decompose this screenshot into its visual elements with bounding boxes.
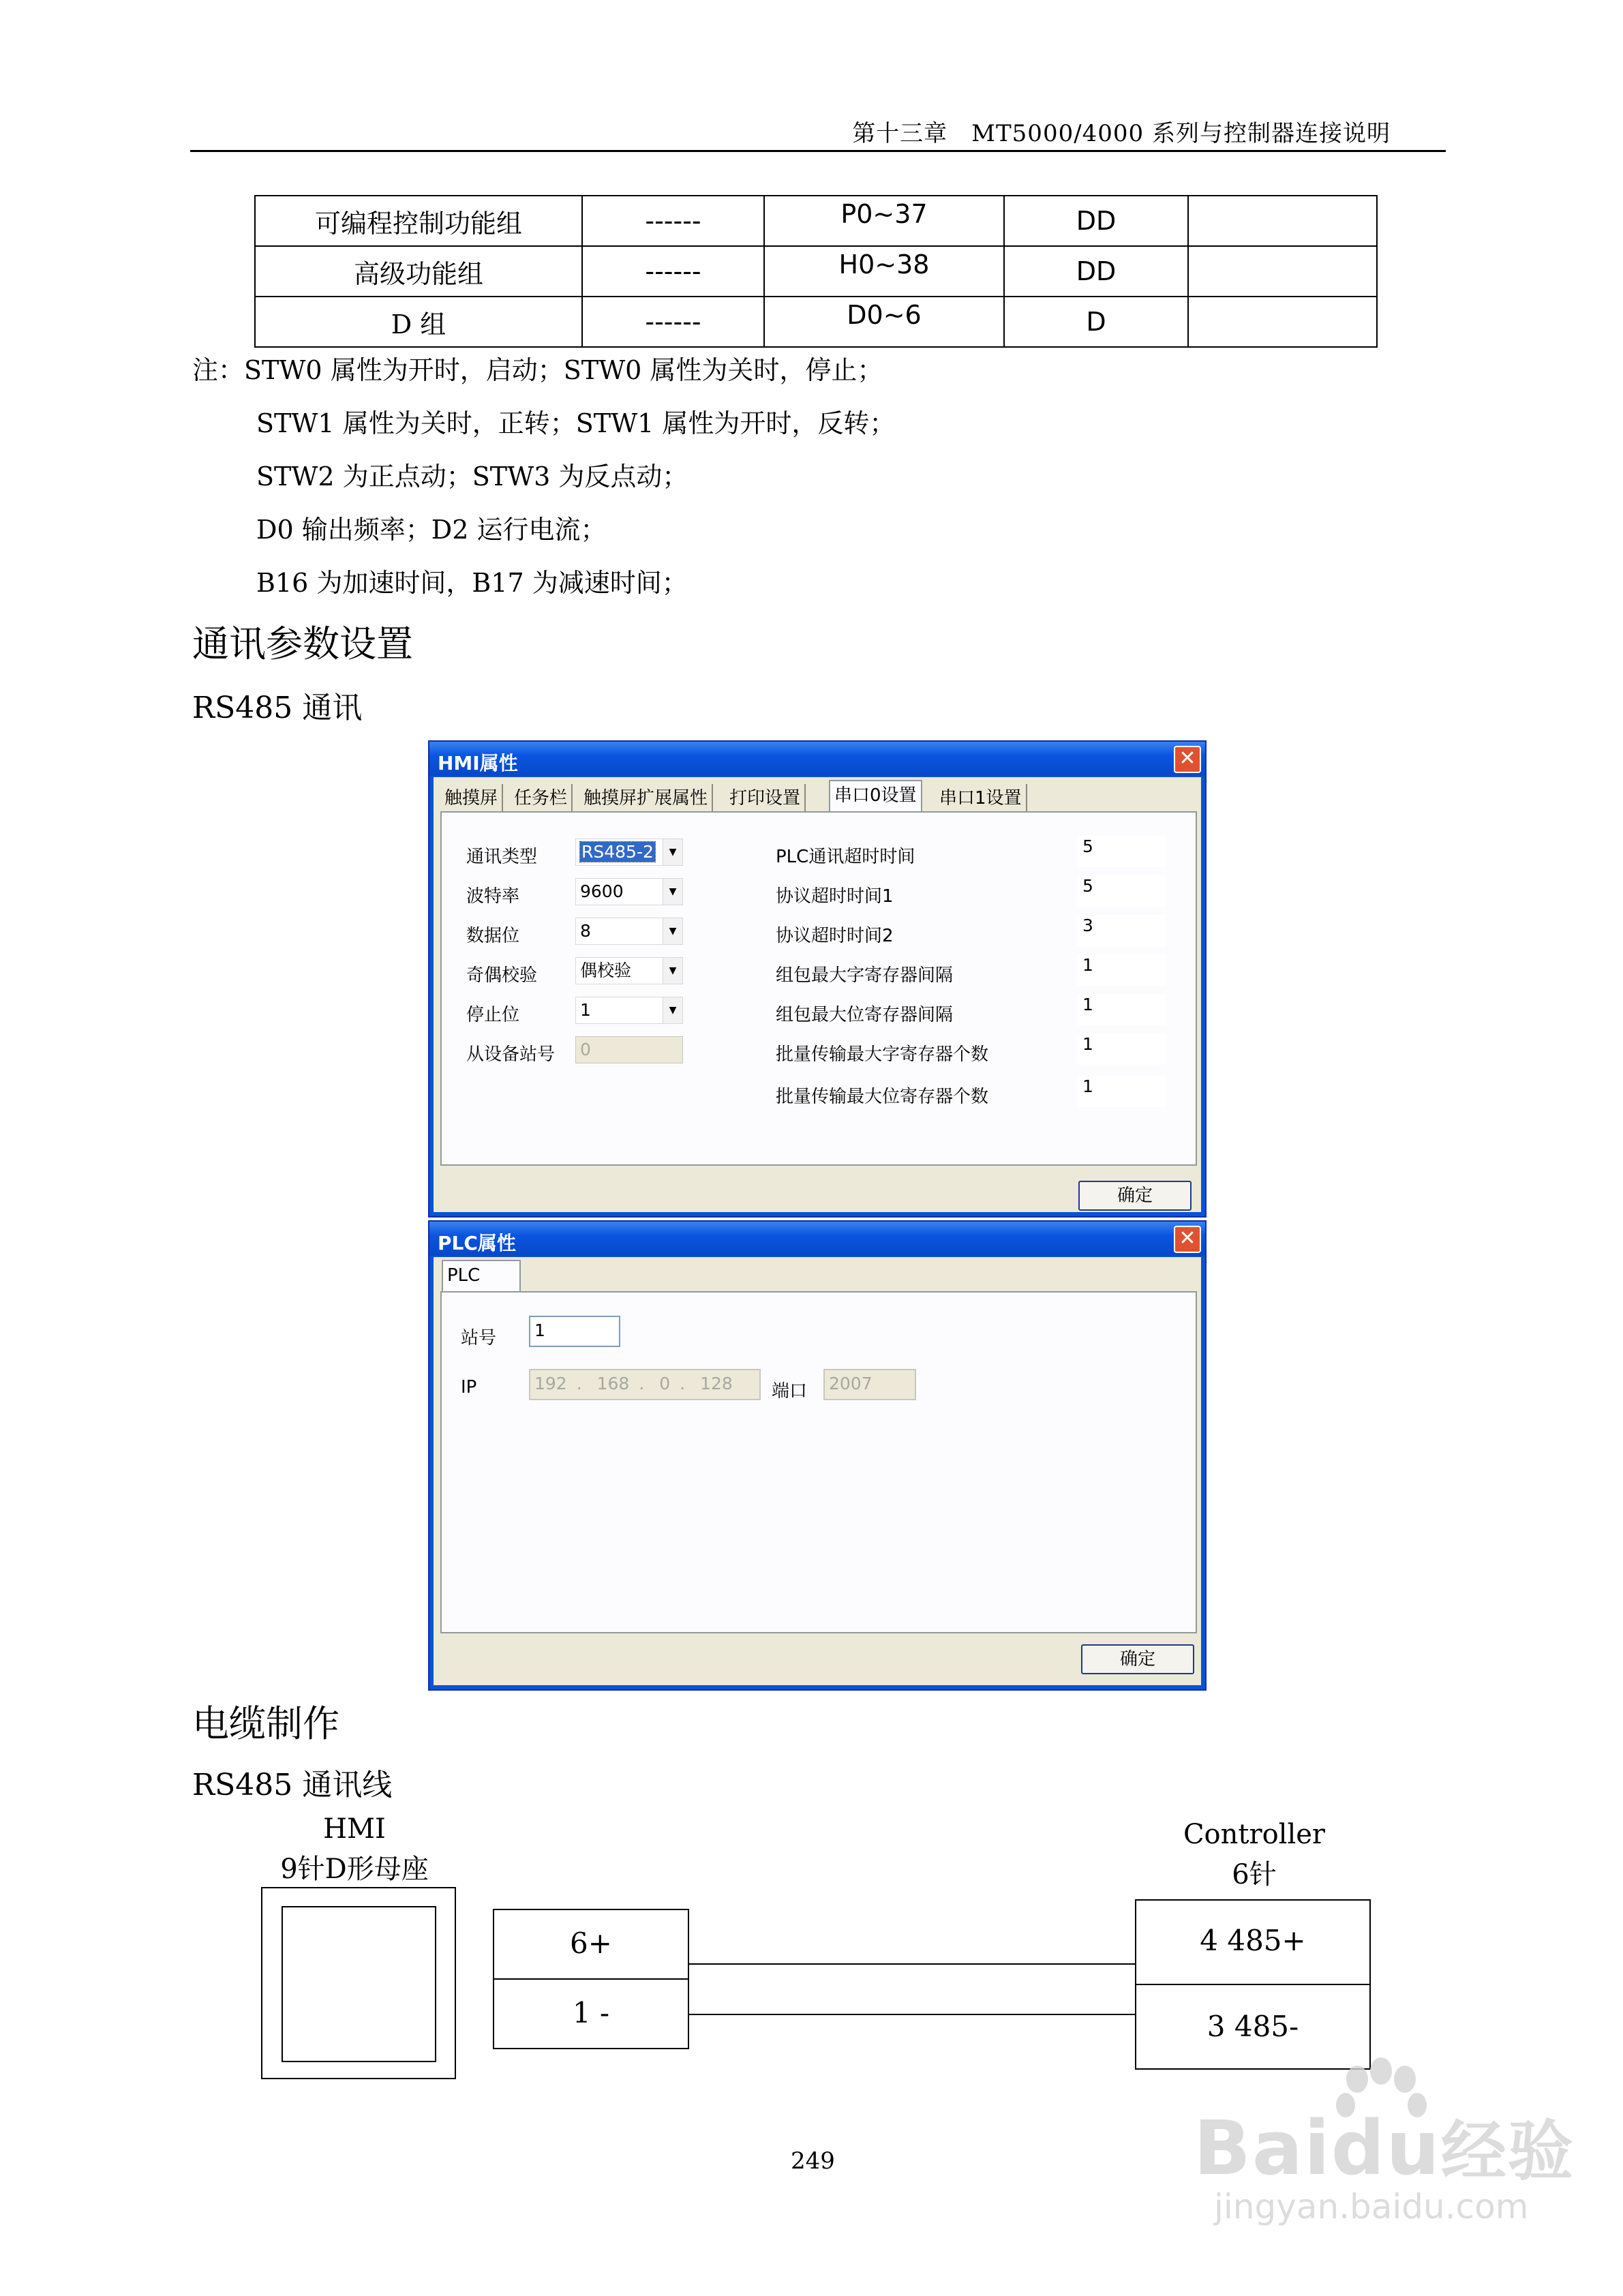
page-number: 249 — [791, 2147, 835, 2175]
note-line: D0 输出频率；D2 运行电流； — [256, 515, 607, 545]
select-value: 8 — [580, 921, 591, 941]
header-rule — [190, 150, 1446, 152]
dialog-titlebar — [429, 1222, 1205, 1256]
table-cell: D — [1004, 297, 1188, 347]
ip-octet: 192 — [534, 1374, 567, 1393]
port-field: 2007 — [823, 1369, 916, 1400]
batch-max-bit-count-input[interactable]: 1 — [1077, 1076, 1166, 1107]
dialog-titlebar — [429, 742, 1205, 776]
table-cell: D 组 — [255, 297, 582, 347]
chevron-down-icon[interactable]: ▼ — [663, 879, 682, 905]
batch-max-word-count-input[interactable]: 1 — [1077, 1033, 1166, 1065]
table-cell: ------ — [582, 297, 764, 347]
ip-address-field: 192 . 168 . 0 . 128 — [529, 1369, 761, 1400]
ip-octet: 128 — [700, 1374, 733, 1393]
field-label: 通讯类型 — [466, 847, 538, 867]
table-cell: ------ — [582, 246, 764, 297]
baud-rate-select[interactable] — [575, 878, 683, 905]
tab-touchscreen-extended[interactable]: 触摸屏扩展属性 — [579, 784, 713, 813]
tab-serial0-settings[interactable]: 串口0设置 — [829, 780, 922, 813]
comm-type-select[interactable] — [575, 839, 683, 866]
hmi-pin-label: 1 - — [572, 1996, 610, 2029]
field-label: 从设备站号 — [466, 1044, 556, 1065]
tab-plc[interactable]: PLC — [442, 1260, 521, 1293]
wire-485-plus — [689, 1963, 1135, 1965]
hmi-properties-dialog — [428, 740, 1207, 1218]
select-value: 9600 — [580, 881, 624, 901]
table-cell: 高级功能组 — [255, 246, 582, 297]
section-heading: 通讯参数设置 — [192, 622, 413, 665]
protocol-timeout1-input[interactable]: 5 — [1077, 875, 1166, 907]
chevron-down-icon[interactable]: ▼ — [663, 918, 682, 944]
hmi-connector-inner — [282, 1906, 436, 2062]
tab-touchscreen[interactable]: 触摸屏 — [440, 784, 503, 813]
table-row — [255, 246, 1377, 297]
table-cell: D0~6 — [764, 297, 1004, 347]
data-bits-select[interactable] — [575, 918, 683, 945]
select-value: 1 — [580, 1000, 591, 1020]
field-label: 组包最大字寄存器间隔 — [776, 965, 954, 986]
field-label: IP — [461, 1377, 477, 1398]
pin-divider — [493, 1978, 689, 1980]
close-button[interactable]: ✕ — [1174, 746, 1201, 773]
tab-print-settings[interactable]: 打印设置 — [725, 784, 806, 813]
baidu-jingyan-watermark — [1187, 2052, 1575, 2229]
field-label: 停止位 — [466, 1005, 520, 1025]
ok-button[interactable]: 确定 — [1078, 1181, 1192, 1211]
field-label: PLC通讯超时时间 — [776, 847, 915, 867]
field-label: 组包最大位寄存器间隔 — [776, 1005, 954, 1025]
note-line: STW1 属性为关时，正转；STW1 属性为开时，反转； — [256, 408, 896, 438]
register-table — [254, 195, 1378, 348]
note-line: STW2 为正点动；STW3 为反点动； — [256, 462, 688, 492]
parity-select[interactable] — [575, 957, 683, 984]
stop-bits-select[interactable] — [575, 997, 683, 1024]
table-cell — [1188, 246, 1377, 297]
table-cell: 可编程控制功能组 — [255, 196, 582, 246]
field-label: 波特率 — [466, 886, 520, 907]
field-label: 批量传输最大字寄存器个数 — [776, 1044, 989, 1065]
dialog-title: PLC属性 — [438, 1232, 516, 1254]
protocol-timeout2-input[interactable]: 3 — [1077, 915, 1166, 946]
field-label: 奇偶校验 — [466, 965, 538, 986]
table-cell: H0~38 — [764, 246, 1004, 297]
dialog-client-area — [434, 777, 1201, 1212]
table-row — [255, 196, 1377, 246]
field-label: 数据位 — [466, 926, 520, 946]
select-value: RS485-2 — [581, 842, 654, 862]
page-header-title: 第十三章 MT5000/4000 系列与控制器连接说明 — [852, 120, 1391, 147]
ip-octet: 168 — [596, 1374, 630, 1393]
station-number-input[interactable]: 1 — [529, 1316, 620, 1347]
hmi-label: HMI — [323, 1813, 386, 1845]
pin-divider — [1135, 1984, 1371, 1985]
select-value: 偶校验 — [580, 961, 632, 980]
chevron-down-icon[interactable]: ▼ — [663, 839, 682, 865]
table-cell — [1188, 297, 1377, 347]
section-heading: 电缆制作 — [192, 1702, 339, 1745]
watermark-brand2: du — [1331, 2104, 1441, 2192]
field-label: 协议超时时间1 — [776, 886, 894, 907]
dialog-title: HMI属性 — [438, 752, 518, 774]
table-cell — [1188, 196, 1377, 246]
section-subheading: RS485 通讯 — [192, 691, 363, 725]
field-label: 站号 — [461, 1328, 497, 1348]
note-line: 注：STW0 属性为开时，启动；STW0 属性为关时，停止； — [192, 355, 883, 385]
watermark-cn: 经验 — [1440, 2113, 1575, 2190]
plc-properties-dialog — [428, 1220, 1207, 1691]
table-cell: ------ — [582, 196, 764, 246]
slave-station-field — [575, 1036, 683, 1063]
tab-serial1-settings[interactable]: 串口1设置 — [935, 784, 1027, 813]
field-label: 端口 — [772, 1381, 808, 1402]
watermark-url: jingyan.baidu.com — [1214, 2187, 1529, 2226]
dialog-client-area — [434, 1257, 1201, 1685]
plc-settings-panel — [440, 1291, 1197, 1633]
watermark-brand: Bai — [1194, 2104, 1331, 2192]
controller-pins-label: 6针 — [1232, 1859, 1277, 1890]
serial0-settings-panel — [440, 811, 1197, 1166]
tab-taskbar[interactable]: 任务栏 — [510, 784, 573, 813]
wire-485-minus — [689, 2014, 1135, 2015]
hmi-connector-label: 9针D形母座 — [280, 1854, 429, 1885]
hmi-pin-label: 6+ — [570, 1927, 612, 1960]
field-value: 0 — [580, 1040, 591, 1059]
section-subheading: RS485 通讯线 — [192, 1768, 393, 1802]
max-word-interval-input[interactable]: 1 — [1077, 954, 1166, 986]
chevron-down-icon[interactable]: ▼ — [663, 997, 682, 1023]
table-cell: P0~37 — [764, 196, 1004, 246]
ip-octet: 0 — [659, 1374, 671, 1393]
field-label: 批量传输最大位寄存器个数 — [776, 1087, 989, 1107]
plc-timeout-input[interactable]: 5 — [1077, 836, 1166, 867]
controller-label: Controller — [1183, 1819, 1326, 1850]
note-line: B16 为加速时间，B17 为减速时间； — [256, 568, 688, 598]
table-cell: DD — [1004, 196, 1188, 246]
controller-pin-label: 4 485+ — [1200, 1924, 1306, 1957]
ok-button[interactable]: 确定 — [1081, 1644, 1194, 1674]
controller-pin-label: 3 485- — [1207, 2010, 1299, 2043]
field-label: 协议超时时间2 — [776, 926, 894, 946]
chevron-down-icon[interactable]: ▼ — [663, 958, 682, 984]
max-bit-interval-input[interactable]: 1 — [1077, 994, 1166, 1025]
table-cell: DD — [1004, 246, 1188, 297]
table-row — [255, 297, 1377, 347]
close-button[interactable]: ✕ — [1174, 1226, 1201, 1253]
